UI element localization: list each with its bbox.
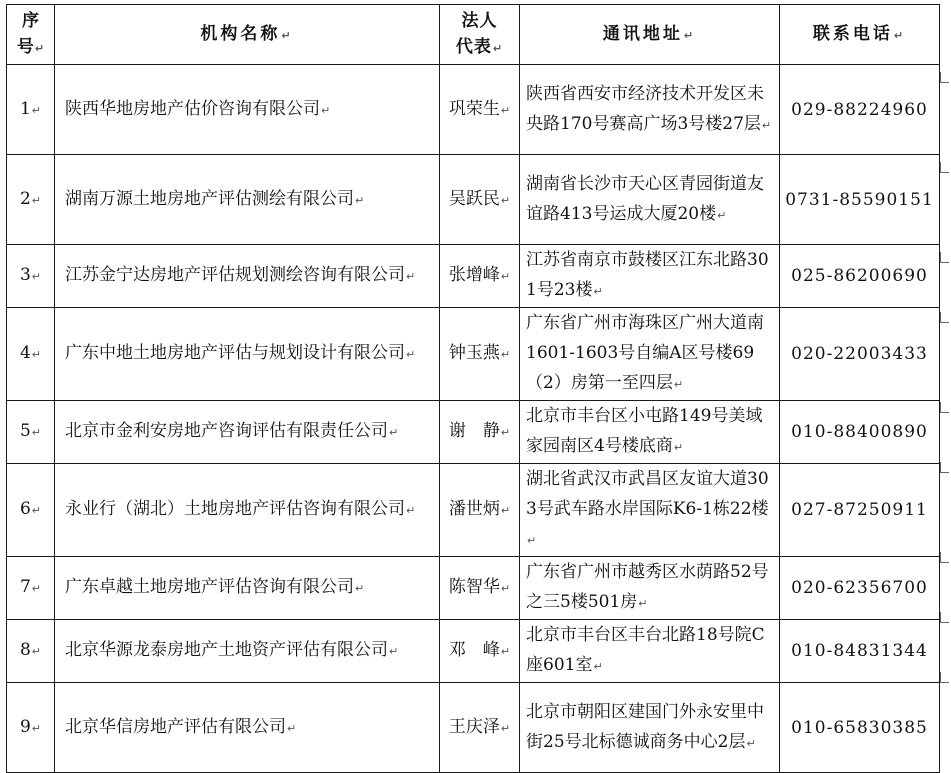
row-no-cell xyxy=(7,557,55,620)
header-name xyxy=(55,5,440,65)
paragraph-mark-icon: ↵ xyxy=(638,597,648,610)
header-rep-line1: 法人 xyxy=(461,10,498,31)
paragraph-mark-icon: ↵ xyxy=(31,721,42,735)
legal-representative: 张增峰 xyxy=(448,265,500,285)
mailing-address-cell xyxy=(520,245,780,308)
row-no: 9 xyxy=(19,716,31,737)
paragraph-mark-icon: ↵ xyxy=(31,270,42,283)
mailing-address-cell xyxy=(520,401,780,464)
contact-phone-cell xyxy=(780,245,940,308)
row-end-mark-icon xyxy=(940,162,949,173)
contact-phone: 020-62356700 xyxy=(791,578,928,598)
paragraph-mark-icon: ↵ xyxy=(527,534,537,547)
legal-representative: 钟玉燕 xyxy=(448,343,500,363)
contact-phone: 0731-85590151 xyxy=(785,189,934,210)
legal-representative: 潘世炳 xyxy=(448,499,500,519)
row-end-mark-icon xyxy=(940,462,949,473)
agency-name-cell xyxy=(55,65,440,155)
mailing-address: 湖北省武汉市武昌区友谊大道303号武车路水岸国际K6-1栋22楼 xyxy=(526,469,769,519)
table-row xyxy=(7,620,940,683)
row-no: 5 xyxy=(19,421,31,441)
row-no-cell xyxy=(7,620,55,683)
agency-name-cell xyxy=(55,464,440,557)
row-no: 4 xyxy=(19,343,31,363)
mailing-address-cell xyxy=(520,683,780,773)
contact-phone: 020-22003433 xyxy=(791,344,928,364)
contact-phone-cell xyxy=(780,401,940,464)
mailing-address: 广东省广州市越秀区水荫路52号之三5楼501房 xyxy=(526,562,769,612)
paragraph-mark-icon: ↵ xyxy=(500,645,511,658)
paragraph-mark-icon: ↵ xyxy=(717,208,727,222)
paragraph-mark-icon: ↵ xyxy=(593,285,603,298)
row-no-cell xyxy=(7,683,55,773)
contact-phone-cell xyxy=(780,65,940,155)
paragraph-mark-icon: ↵ xyxy=(500,103,511,117)
legal-representative-cell xyxy=(440,245,520,308)
row-no: 8 xyxy=(19,640,31,660)
agency-name: 广东卓越土地房地产评估咨询有限公司 xyxy=(65,577,354,597)
mailing-address-cell xyxy=(520,308,780,401)
row-no-cell xyxy=(7,464,55,557)
paragraph-mark-icon: ↵ xyxy=(406,504,416,517)
row-end-mark-icon xyxy=(940,552,949,563)
mailing-address-cell xyxy=(520,557,780,620)
row-no: 1 xyxy=(19,98,31,119)
contact-phone: 027-87250911 xyxy=(791,500,928,520)
mailing-address: 北京市丰台区小屯路149号美域家园南区4号楼底商 xyxy=(526,406,763,456)
header-address-label: 通讯地址 xyxy=(602,23,683,44)
header-phone-label: 联系电话 xyxy=(812,23,893,44)
paragraph-mark-icon: ↵ xyxy=(500,426,511,439)
agency-name-cell xyxy=(55,401,440,464)
row-end-mark-icon xyxy=(940,402,949,413)
paragraph-mark-icon: ↵ xyxy=(31,504,42,517)
paragraph-mark-icon: ↵ xyxy=(31,582,42,595)
agency-name-cell xyxy=(55,557,440,620)
paragraph-mark-icon: ↵ xyxy=(406,348,416,361)
agency-name: 湖南万源土地房地产评估测绘有限公司 xyxy=(65,188,354,209)
row-no: 7 xyxy=(19,577,31,597)
paragraph-mark-icon: ↵ xyxy=(389,645,399,658)
row-no-cell xyxy=(7,155,55,245)
legal-representative-cell xyxy=(440,557,520,620)
row-end-mark-icon xyxy=(940,72,949,83)
row-no-cell xyxy=(7,245,55,308)
agency-name: 广东中地土地房地产评估与规划设计有限公司 xyxy=(65,343,405,363)
legal-representative-cell xyxy=(440,401,520,464)
agency-name: 北京市金利安房地产咨询评估有限责任公司 xyxy=(65,421,388,441)
contact-phone-cell xyxy=(780,464,940,557)
agency-name-cell xyxy=(55,308,440,401)
mailing-address: 北京市丰台区丰台北路18号院C座601室 xyxy=(526,625,765,675)
contact-phone-cell xyxy=(780,557,940,620)
contact-phone: 029-88224960 xyxy=(791,99,928,120)
row-end-mark-icon xyxy=(940,252,949,263)
paragraph-mark-icon: ↵ xyxy=(281,28,294,42)
mailing-address: 北京市朝阳区建国门外永安里中街25号北标德诚商务中心2层 xyxy=(526,701,764,752)
row-end-mark-icon xyxy=(940,612,949,623)
header-name-label: 机构名称 xyxy=(200,23,281,44)
row-no-cell xyxy=(7,308,55,401)
paragraph-mark-icon: ↵ xyxy=(673,378,684,391)
row-no: 3 xyxy=(19,265,31,285)
agency-name: 北京华信房地产评估有限公司 xyxy=(65,716,286,737)
agency-name-cell xyxy=(55,245,440,308)
table-row xyxy=(7,155,940,245)
table-row xyxy=(7,308,940,401)
mailing-address: 江苏省南京市鼓楼区江东北路301号23楼 xyxy=(526,250,769,300)
mailing-address: 广东省广州市海珠区广州大道南1601-1603号自编A区号楼69（2）房第一至四层 xyxy=(526,313,764,393)
paragraph-mark-icon: ↵ xyxy=(321,103,331,117)
mailing-address-cell xyxy=(520,155,780,245)
row-no: 2 xyxy=(19,188,31,209)
legal-representative-cell xyxy=(440,308,520,401)
table-row xyxy=(7,557,940,620)
contact-phone-cell xyxy=(780,308,940,401)
paragraph-mark-icon: ↵ xyxy=(31,645,42,658)
paragraph-mark-icon: ↵ xyxy=(355,582,365,595)
paragraph-mark-icon: ↵ xyxy=(593,660,603,673)
paragraph-mark-icon: ↵ xyxy=(683,28,697,42)
paragraph-mark-icon: ↵ xyxy=(500,582,511,595)
paragraph-mark-icon: ↵ xyxy=(34,41,45,55)
paragraph-mark-icon: ↵ xyxy=(500,721,511,735)
paragraph-mark-icon: ↵ xyxy=(31,193,42,207)
contact-phone: 025-86200690 xyxy=(791,266,928,286)
legal-representative: 邓 峰 xyxy=(448,640,500,660)
agency-name: 永业行（湖北）土地房地产评估咨询有限公司 xyxy=(65,499,405,519)
agency-name-cell xyxy=(55,683,440,773)
agency-name-cell xyxy=(55,155,440,245)
legal-representative: 巩荣生 xyxy=(448,98,500,119)
paragraph-mark-icon: ↵ xyxy=(761,118,772,132)
paragraph-mark-icon: ↵ xyxy=(31,103,42,117)
legal-representative-cell xyxy=(440,683,520,773)
legal-representative: 吴跃民 xyxy=(448,188,500,209)
agency-table xyxy=(6,4,940,773)
contact-phone: 010-88400890 xyxy=(791,422,928,442)
table-header-row xyxy=(7,5,940,65)
row-no-cell xyxy=(7,65,55,155)
table-row xyxy=(7,683,940,773)
agency-name: 陕西华地房地产估价咨询有限公司 xyxy=(65,98,320,119)
row-no: 6 xyxy=(19,499,31,519)
table-row xyxy=(7,65,940,155)
row-end-mark-icon xyxy=(940,312,949,323)
paragraph-mark-icon: ↵ xyxy=(355,193,365,207)
header-phone xyxy=(780,5,940,65)
paragraph-mark-icon: ↵ xyxy=(389,426,399,439)
table-row xyxy=(7,245,940,308)
contact-phone-cell xyxy=(780,683,940,773)
paragraph-mark-icon: ↵ xyxy=(500,270,511,283)
paragraph-mark-icon: ↵ xyxy=(31,348,42,361)
mailing-address: 湖南省长沙市天心区青园街道友谊路413号运成大厦20楼 xyxy=(526,173,764,224)
paragraph-mark-icon: ↵ xyxy=(492,41,504,55)
paragraph-mark-icon: ↵ xyxy=(406,270,416,283)
mailing-address: 陕西省西安市经济技术开发区未央路170号赛高广场3号楼27层 xyxy=(526,83,764,134)
legal-representative-cell xyxy=(440,155,520,245)
header-no xyxy=(7,5,55,65)
row-no-cell xyxy=(7,401,55,464)
legal-representative-cell xyxy=(440,464,520,557)
mailing-address-cell xyxy=(520,65,780,155)
contact-phone-cell xyxy=(780,620,940,683)
contact-phone: 010-84831344 xyxy=(791,641,928,661)
mailing-address-cell xyxy=(520,620,780,683)
paragraph-mark-icon: ↵ xyxy=(893,28,907,42)
mailing-address-cell xyxy=(520,464,780,557)
paragraph-mark-icon: ↵ xyxy=(500,348,511,361)
paragraph-mark-icon: ↵ xyxy=(287,721,297,735)
header-no-line2: 号 xyxy=(16,36,34,57)
paragraph-mark-icon: ↵ xyxy=(500,504,511,517)
agency-name: 北京华源龙泰房地产土地资产评估有限公司 xyxy=(65,640,388,660)
legal-representative: 王庆泽 xyxy=(448,716,500,737)
legal-representative: 陈智华 xyxy=(448,577,500,597)
paragraph-mark-icon: ↵ xyxy=(500,193,511,207)
header-rep-line2: 代表 xyxy=(455,36,492,57)
table-row xyxy=(7,401,940,464)
paragraph-mark-icon: ↵ xyxy=(31,426,42,439)
legal-representative-cell xyxy=(440,620,520,683)
legal-representative: 谢 静 xyxy=(448,421,500,441)
header-rep xyxy=(440,5,520,65)
agency-name-cell xyxy=(55,620,440,683)
legal-representative-cell xyxy=(440,65,520,155)
paragraph-mark-icon: ↵ xyxy=(673,441,684,454)
paragraph-mark-icon: ↵ xyxy=(746,736,756,750)
contact-phone-cell xyxy=(780,155,940,245)
row-end-mark-icon xyxy=(940,672,949,683)
table-row xyxy=(7,464,940,557)
header-address xyxy=(520,5,780,65)
header-no-line1: 序 xyxy=(22,10,39,31)
agency-name: 江苏金宁达房地产评估规划测绘咨询有限公司 xyxy=(65,265,405,285)
contact-phone: 010-65830385 xyxy=(791,717,928,738)
